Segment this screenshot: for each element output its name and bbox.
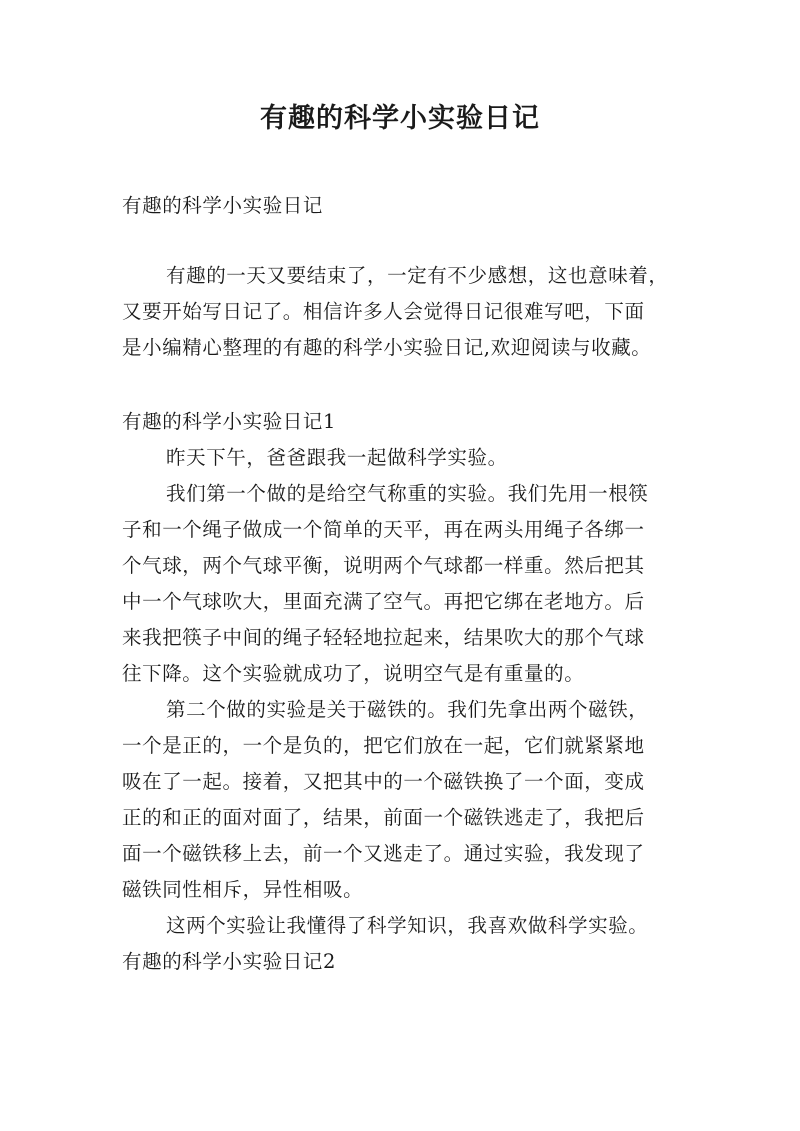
paragraph-line: 磁铁同性相斥，异性相吸。 (122, 878, 364, 901)
paragraph-line: 往下降。这个实验就成功了，说明空气是有重量的。 (122, 662, 585, 685)
intro-line: 是小编精心整理的有趣的科学小实验日记,欢迎阅读与收藏。 (122, 336, 652, 359)
intro-line: 有趣的一天又要结束了，一定有不少感想，这也意味着， (166, 264, 669, 287)
section-1-heading: 有趣的科学小实验日记1 (122, 410, 337, 433)
paragraph-line: 中一个气球吹大，里面充满了空气。再把它绑在老地方。后 (122, 590, 645, 613)
intro-line: 又要开始写日记了。相信许多人会觉得日记很难写吧，下面 (122, 300, 645, 323)
paragraph-line: 正的和正的面对面了，结果，前面一个磁铁逃走了，我把后 (122, 806, 645, 829)
paragraph-line: 来我把筷子中间的绳子轻轻地拉起来，结果吹大的那个气球 (122, 626, 645, 649)
paragraph-line: 子和一个绳子做成一个简单的天平，再在两头用绳子各绑一 (122, 518, 645, 541)
spacer (122, 224, 697, 258)
paragraph-line: 一个是正的，一个是负的，把它们放在一起，它们就紧紧地 (122, 734, 645, 757)
paragraph-line: 第二个做的实验是关于磁铁的。我们先拿出两个磁铁， (166, 698, 649, 721)
section-1-paragraph-3 (122, 692, 697, 908)
paragraph-line: 个气球，两个气球平衡，说明两个气球都一样重。然后把其 (122, 554, 645, 577)
paragraph-line: 我们第一个做的是给空气称重的实验。我们先用一根筷 (166, 482, 649, 505)
paragraph-line: 面一个磁铁移上去，前一个又逃走了。通过实验，我发现了 (122, 842, 645, 865)
spacer (122, 366, 697, 404)
paragraph-line: 吸在了一起。接着，又把其中的一个磁铁换了一个面，变成 (122, 770, 645, 793)
document-title: 有趣的科学小实验日记 (260, 103, 540, 134)
section-2-heading: 有趣的科学小实验日记2 (122, 950, 337, 973)
section-1-paragraph-4: 这两个实验让我懂得了科学知识，我喜欢做科学实验。 (166, 914, 649, 937)
document-subtitle: 有趣的科学小实验日记 (122, 194, 324, 217)
document-body (122, 188, 697, 980)
section-1-paragraph-2 (122, 476, 697, 692)
intro-paragraph (122, 258, 697, 366)
section-1-paragraph-1: 昨天下午，爸爸跟我一起做科学实验。 (166, 446, 508, 469)
